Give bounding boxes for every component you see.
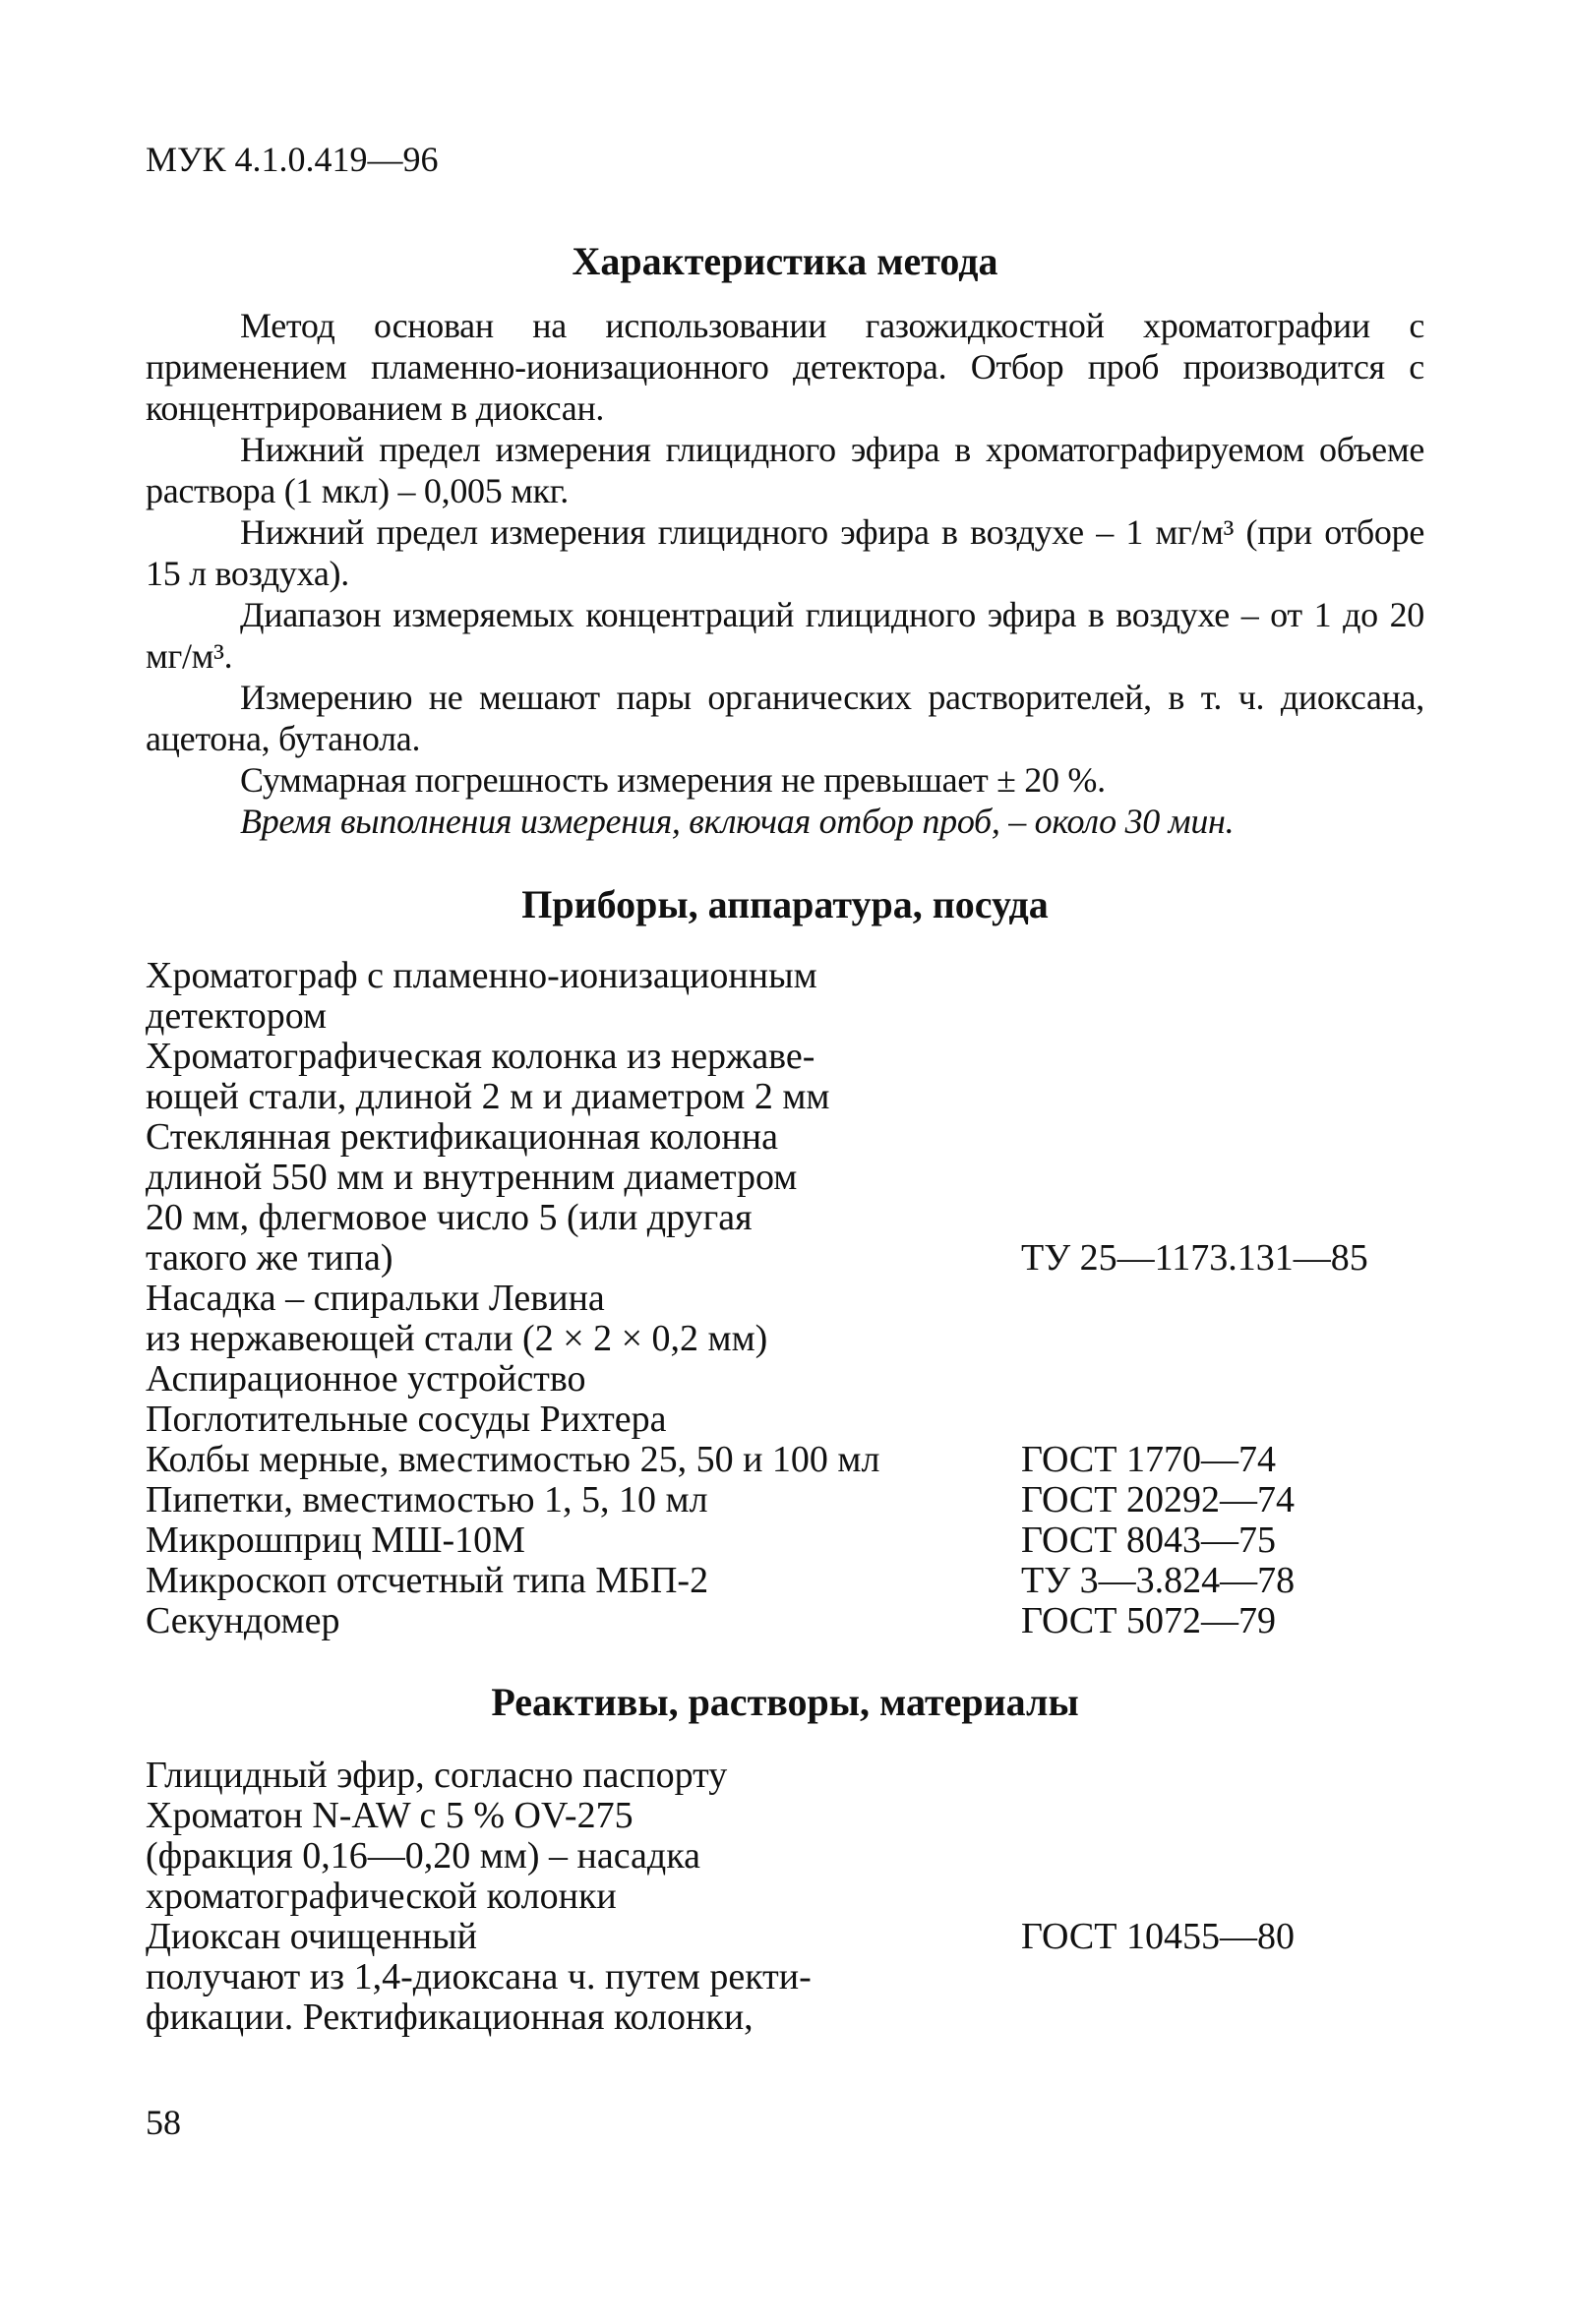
- document-code: МУК 4.1.0.419—96: [146, 140, 439, 179]
- equipment-standard: ГОСТ 20292—74: [1021, 1479, 1295, 1520]
- method-paragraphs: [146, 305, 1424, 842]
- method-paragraph: Метод основан на использовании газожидкостной хроматографии с применением пламенно-ионизационного детектора. Отбор проб производится с концентрированием в диоксан.: [146, 306, 1424, 428]
- equipment-name: Микрошприц МШ-10М: [146, 1520, 525, 1561]
- reagent-name: получают из 1,4-диоксана ч. путем ректи- фикации. Ректификационная колонки,: [146, 1956, 812, 2038]
- page-number: 58: [146, 2103, 181, 2142]
- list-item: [146, 1601, 1424, 1641]
- method-paragraph: Суммарная погрешность измерения не превышает ± 20 %.: [240, 760, 1106, 800]
- method-paragraph-time: Время выполнения измерения, включая отбор проб, – около 30 мин.: [240, 802, 1235, 841]
- list-item: [146, 1796, 1424, 1917]
- reagent-name: Хроматон N-AW с 5 % OV-275 (фракция 0,16—0,20 мм) – насадка хроматографической колонки: [146, 1795, 700, 1917]
- reagents-section-title: Реактивы, растворы, материалы: [491, 1680, 1079, 1724]
- equipment-standard: ГОСТ 5072—79: [1021, 1600, 1276, 1641]
- list-item: [146, 1440, 1424, 1480]
- equipment-name: Секундомер: [146, 1600, 340, 1641]
- list-item: [146, 1917, 1424, 1957]
- list-item: [146, 1561, 1424, 1601]
- equipment-standard: ГОСТ 8043—75: [1021, 1520, 1276, 1561]
- method-paragraph: Нижний предел измерения глицидного эфира в воздухе – 1 мг/м³ (при отборе 15 л воздуха).: [146, 512, 1424, 593]
- method-section-title: Характеристика метода: [572, 239, 998, 283]
- list-item: [146, 1520, 1424, 1561]
- equipment-name: Колбы мерные, вместимостью 25, 50 и 100 мл: [146, 1439, 880, 1480]
- equipment-name: Микроскоп отсчетный типа МБП-2: [146, 1560, 709, 1601]
- list-item: [146, 1480, 1424, 1520]
- method-paragraph: Нижний предел измерения глицидного эфира в хроматографируемом объеме раствора (1 мкл) – 0,005 мкг.: [146, 430, 1424, 510]
- equipment-name: Стеклянная ректификационная колонна длиной 550 мм и внутренним диаметром 20 мм, флегмовое число 5 (или другая такого же типа): [146, 1116, 798, 1279]
- list-item: [146, 1359, 1424, 1400]
- equipment-section-title: Приборы, аппаратура, посуда: [521, 882, 1049, 926]
- equipment-name: Аспирационное устройство: [146, 1358, 586, 1400]
- equipment-standard: ГОСТ 1770—74: [1021, 1439, 1276, 1480]
- equipment-name: Хроматограф с пламенно-ионизационным детектором: [146, 955, 817, 1037]
- list-item: [146, 1117, 1424, 1279]
- equipment-list: [146, 956, 1424, 1641]
- reagent-name: Диоксан очищенный: [146, 1916, 477, 1957]
- equipment-standard: ТУ 25—1173.131—85: [1021, 1237, 1368, 1279]
- method-paragraph: Измерению не мешают пары органических растворителей, в т. ч. диоксана, ацетона, бутанола.: [146, 678, 1424, 758]
- method-paragraph: Диапазон измеряемых концентраций глицидного эфира в воздухе – от 1 до 20 мг/м³.: [146, 595, 1424, 676]
- equipment-name: Насадка – спиральки Левина из нержавеющей стали (2 × 2 × 0,2 мм): [146, 1278, 768, 1359]
- list-item: [146, 956, 1424, 1037]
- list-item: [146, 1400, 1424, 1440]
- document-page: [146, 138, 1424, 2038]
- list-item: [146, 1279, 1424, 1359]
- equipment-standard: ТУ 3—3.824—78: [1021, 1560, 1296, 1601]
- list-item: [146, 1037, 1424, 1117]
- reagent-name: Глицидный эфир, согласно паспорту: [146, 1755, 728, 1796]
- equipment-name: Хроматографическая колонка из нержаве- ющей стали, длиной 2 м и диаметром 2 мм: [146, 1036, 830, 1117]
- list-item: [146, 1756, 1424, 1796]
- equipment-name: Поглотительные сосуды Рихтера: [146, 1399, 667, 1440]
- list-item: [146, 1957, 1424, 2038]
- reagents-list: [146, 1756, 1424, 2038]
- equipment-name: Пипетки, вместимостью 1, 5, 10 мл: [146, 1479, 708, 1520]
- reagent-standard: ГОСТ 10455—80: [1021, 1916, 1295, 1957]
